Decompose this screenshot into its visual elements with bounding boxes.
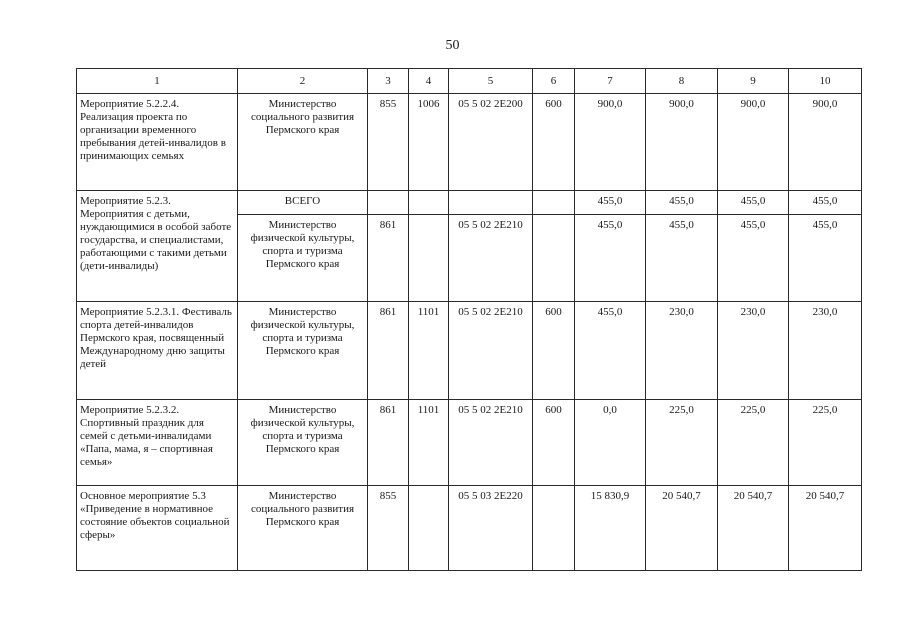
table-row — [77, 94, 862, 191]
expense-type-code — [533, 215, 575, 302]
section-code — [409, 486, 449, 571]
table-row — [77, 400, 862, 486]
amount-col-8: 900,0 — [646, 94, 718, 191]
grbs-code: 861 — [368, 400, 409, 486]
responsible-executor: Министерство социального развития Пермского края — [238, 486, 368, 571]
expense-type-code: 600 — [533, 94, 575, 191]
amount-col-7: 15 830,9 — [575, 486, 646, 571]
table-row — [77, 191, 862, 215]
amount-col-8: 225,0 — [646, 400, 718, 486]
amount-col-7: 455,0 — [575, 215, 646, 302]
amount-col-10: 225,0 — [789, 400, 862, 486]
amount-col-8: 20 540,7 — [646, 486, 718, 571]
section-code: 1006 — [409, 94, 449, 191]
activity-name: Мероприятие 5.2.2.4. Реализация проекта по организации временного пребывания детей-инвалидов в принимающих семьях — [77, 94, 238, 191]
responsible-executor: Министерство физической культуры, спорта и туризма Пермского края — [238, 215, 368, 302]
grbs-code: 861 — [368, 302, 409, 400]
column-header: 10 — [789, 69, 862, 94]
amount-col-10: 20 540,7 — [789, 486, 862, 571]
amount-col-9: 455,0 — [718, 191, 789, 215]
amount-col-10: 455,0 — [789, 215, 862, 302]
page-number: 50 — [445, 38, 460, 53]
column-header: 1 — [77, 69, 238, 94]
target-article-code: 05 5 02 2Е210 — [449, 400, 533, 486]
section-code — [409, 215, 449, 302]
expense-type-code — [533, 191, 575, 215]
grbs-code: 855 — [368, 94, 409, 191]
column-header: 2 — [238, 69, 368, 94]
amount-col-8: 230,0 — [646, 302, 718, 400]
target-article-code: 05 5 02 2Е210 — [449, 215, 533, 302]
amount-col-7: 900,0 — [575, 94, 646, 191]
column-header: 6 — [533, 69, 575, 94]
amount-col-8: 455,0 — [646, 215, 718, 302]
activity-name: Основное мероприятие 5.3 «Приведение в нормативное состояние объектов социальной сферы» — [77, 486, 238, 571]
column-header: 7 — [575, 69, 646, 94]
activity-name: Мероприятие 5.2.3. Мероприятия с детьми, нуждающимися в особой заботе государства, и специалистами, работающими с такими детьми (дети-инвалиды) — [77, 191, 238, 302]
target-article-code: 05 5 02 2Е200 — [449, 94, 533, 191]
column-header: 3 — [368, 69, 409, 94]
expense-type-code: 600 — [533, 400, 575, 486]
responsible-executor: Министерство физической культуры, спорта и туризма Пермского края — [238, 302, 368, 400]
table-row — [77, 486, 862, 571]
amount-col-9: 20 540,7 — [718, 486, 789, 571]
target-article-code: 05 5 02 2Е210 — [449, 302, 533, 400]
column-header: 8 — [646, 69, 718, 94]
amount-col-9: 225,0 — [718, 400, 789, 486]
grbs-code — [368, 191, 409, 215]
target-article-code: 05 5 03 2Е220 — [449, 486, 533, 571]
grbs-code: 861 — [368, 215, 409, 302]
amount-col-7: 455,0 — [575, 302, 646, 400]
amount-col-7: 0,0 — [575, 400, 646, 486]
grbs-code: 855 — [368, 486, 409, 571]
expense-type-code: 600 — [533, 302, 575, 400]
program-table — [76, 68, 862, 571]
amount-col-9: 455,0 — [718, 215, 789, 302]
header-row — [77, 69, 862, 94]
amount-col-7: 455,0 — [575, 191, 646, 215]
section-code: 1101 — [409, 400, 449, 486]
section-code — [409, 191, 449, 215]
responsible-executor: Министерство социального развития Пермского края — [238, 94, 368, 191]
column-header: 9 — [718, 69, 789, 94]
expense-type-code — [533, 486, 575, 571]
section-code: 1101 — [409, 302, 449, 400]
amount-col-10: 455,0 — [789, 191, 862, 215]
column-header: 5 — [449, 69, 533, 94]
amount-col-10: 900,0 — [789, 94, 862, 191]
amount-col-9: 230,0 — [718, 302, 789, 400]
activity-name: Мероприятие 5.2.3.2. Спортивный праздник для семей с детьми-инвалидами «Папа, мама, я – спортивная семья» — [77, 400, 238, 486]
target-article-code — [449, 191, 533, 215]
amount-col-9: 900,0 — [718, 94, 789, 191]
table-row — [77, 302, 862, 400]
amount-col-10: 230,0 — [789, 302, 862, 400]
amount-col-8: 455,0 — [646, 191, 718, 215]
responsible-executor: Министерство физической культуры, спорта и туризма Пермского края — [238, 400, 368, 486]
total-label: ВСЕГО — [238, 191, 368, 215]
column-header: 4 — [409, 69, 449, 94]
activity-name: Мероприятие 5.2.3.1. Фестиваль спорта детей-инвалидов Пермского края, посвященный Международному дню защиты детей — [77, 302, 238, 400]
